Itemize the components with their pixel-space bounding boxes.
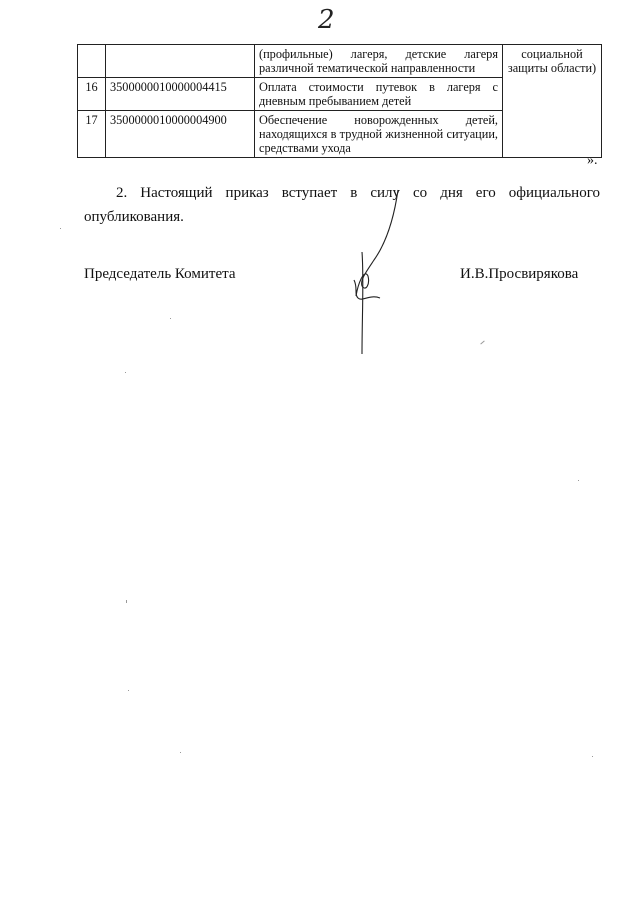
- scan-mark: [180, 752, 181, 753]
- row-code: 3500000010000004415: [106, 78, 255, 111]
- closing-quote: ».: [587, 153, 598, 168]
- scan-mark: [592, 756, 593, 757]
- handwritten-page-number: 2: [318, 5, 335, 35]
- row-code: 3500000010000004900: [106, 111, 255, 158]
- signer-name: И.В.Просвирякова: [460, 266, 579, 282]
- table-row: [78, 111, 602, 158]
- scan-mark: [170, 318, 171, 319]
- row-description: Обеспечение новорожденных детей, находящихся в трудной жизненной ситуации, средствами ухода: [255, 111, 503, 158]
- services-table: [77, 44, 602, 158]
- table-row: [78, 45, 602, 78]
- scan-mark: [125, 372, 126, 373]
- scan-mark: [480, 341, 484, 345]
- scan-mark: [578, 480, 579, 481]
- row-number: [78, 45, 106, 78]
- org-cell-empty: [503, 111, 602, 158]
- scan-mark: [126, 600, 127, 603]
- signature-icon: [340, 188, 410, 358]
- order-paragraph: 2. Настоящий приказ вступает в силу со дня его официального опубликования.: [84, 185, 600, 225]
- row-description: Оплата стоимости путевок в лагеря с дневным пребыванием детей: [255, 78, 503, 111]
- row-number: 17: [78, 111, 106, 158]
- org-cell: социальной защиты области): [503, 45, 602, 111]
- row-description: (профильные) лагеря, детские лагеря различной тематической направленности: [255, 45, 503, 78]
- scan-mark: [60, 228, 61, 229]
- signer-title: Председатель Комитета: [84, 266, 236, 282]
- row-code: [106, 45, 255, 78]
- row-number: 16: [78, 78, 106, 111]
- scan-mark: [128, 690, 129, 691]
